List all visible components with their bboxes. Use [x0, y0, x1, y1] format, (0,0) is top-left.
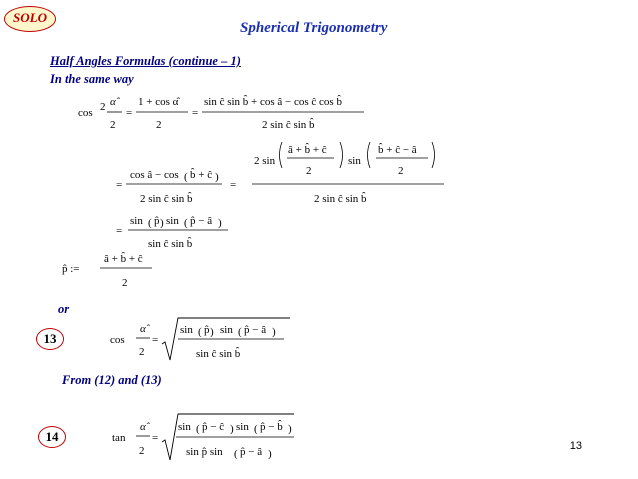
svg-text:): ) [272, 326, 276, 338]
svg-text:b̂ + ĉ − â: b̂ + ĉ − â [378, 144, 417, 156]
svg-text:): ) [288, 423, 292, 435]
svg-text:sin ĉ sin b̂: sin ĉ sin b̂ [148, 238, 193, 250]
svg-text:2 sin ĉ sin b̂: 2 sin ĉ sin b̂ [140, 193, 193, 205]
svg-text:â + b̂ + ĉ: â + b̂ + ĉ [288, 144, 327, 156]
svg-text:): ) [160, 217, 164, 229]
from-line: From (12) and (13) [62, 373, 162, 387]
svg-text:=: = [116, 179, 123, 191]
svg-text:α̂: α̂ [140, 421, 146, 433]
svg-text:=: = [230, 179, 237, 191]
svg-text:p̂ − â: p̂ − â [240, 446, 263, 458]
svg-text:2 sin ĉ sin b̂: 2 sin ĉ sin b̂ [314, 193, 367, 205]
svg-text:p̂ − b̂: p̂ − b̂ [260, 421, 283, 433]
svg-text:(: ( [234, 448, 238, 460]
svg-text:p̂: p̂ [204, 324, 210, 336]
or-line: or [58, 302, 70, 316]
svg-text:tan: tan [112, 432, 126, 444]
svg-text:p̂ − â: p̂ − â [244, 324, 267, 336]
svg-text:cos: cos [110, 334, 125, 346]
badge-label: SOLO [13, 10, 47, 25]
svg-text:): ) [230, 423, 234, 435]
svg-text:2 sin ĉ sin b̂: 2 sin ĉ sin b̂ [262, 119, 315, 131]
equation-number-14: 14 [38, 426, 66, 448]
svg-text:sin p̂ sin: sin p̂ sin [186, 446, 223, 458]
svg-text:2: 2 [306, 165, 312, 177]
svg-text:sin: sin [220, 324, 233, 336]
svg-text:): ) [210, 326, 214, 338]
equation-half-angle-cos-squared [78, 94, 364, 131]
svg-text:2: 2 [398, 165, 404, 177]
svg-text:sin: sin [130, 215, 143, 227]
svg-text:p̂ − â: p̂ − â [190, 215, 213, 227]
svg-text:=: = [116, 225, 123, 237]
svg-text:b̂ + ĉ: b̂ + ĉ [190, 169, 213, 181]
svg-text:=: = [152, 432, 159, 444]
svg-text:â + b̂ + ĉ: â + b̂ + ĉ [104, 253, 143, 265]
svg-text:(: ( [196, 423, 200, 435]
svg-text:p̂ :=: p̂ := [62, 263, 80, 275]
svg-text:α̂: α̂ [140, 323, 146, 335]
svg-text:p̂: p̂ [154, 215, 160, 227]
svg-text:): ) [215, 171, 219, 183]
svg-text:(: ( [184, 217, 188, 229]
svg-text:1 + cos α̂: 1 + cos α̂ [138, 96, 179, 108]
svg-text:(: ( [184, 171, 188, 183]
svg-text:(: ( [254, 423, 258, 435]
page-title: Spherical Trigonometry [240, 20, 388, 36]
equation-14 [112, 414, 294, 460]
svg-text:=: = [192, 107, 199, 119]
svg-text:sin: sin [178, 421, 191, 433]
svg-text:α̂: α̂ [110, 96, 116, 108]
svg-text:(: ( [148, 217, 152, 229]
svg-text:sin ĉ sin b̂ + cos â − cos ĉ c: sin ĉ sin b̂ + cos â − cos ĉ cos b̂ [204, 96, 342, 108]
svg-text:): ) [268, 448, 272, 460]
svg-text:=: = [152, 334, 159, 346]
svg-text:2: 2 [139, 445, 145, 457]
svg-text:2 sin: 2 sin [254, 155, 276, 167]
svg-text:2: 2 [100, 101, 106, 113]
svg-text:2: 2 [156, 119, 162, 131]
svg-text:cos: cos [78, 107, 93, 119]
svg-text:sin: sin [348, 155, 361, 167]
equation-p-form [116, 215, 228, 250]
svg-text:): ) [218, 217, 222, 229]
svg-text:2: 2 [139, 346, 145, 358]
equation-number-13: 13 [36, 328, 64, 350]
svg-text:sin: sin [166, 215, 179, 227]
svg-text:sin ĉ sin b̂: sin ĉ sin b̂ [196, 348, 241, 360]
equation-13 [110, 318, 290, 360]
svg-text:=: = [126, 107, 133, 119]
svg-text:(: ( [238, 326, 242, 338]
equation-product-form [116, 142, 444, 205]
svg-text:sin: sin [180, 324, 193, 336]
svg-text:cos â − cos: cos â − cos [130, 169, 179, 181]
page-number: 13 [569, 440, 582, 452]
svg-text:p̂ − ĉ: p̂ − ĉ [202, 421, 225, 433]
intro-line: In the same way [50, 72, 134, 86]
svg-text:2: 2 [122, 277, 128, 289]
svg-text:2: 2 [110, 119, 116, 131]
section-title: Half Angles Formulas (continue – 1) [50, 54, 241, 68]
svg-text:(: ( [198, 326, 202, 338]
svg-text:sin: sin [236, 421, 249, 433]
equation-p-definition [62, 251, 152, 289]
